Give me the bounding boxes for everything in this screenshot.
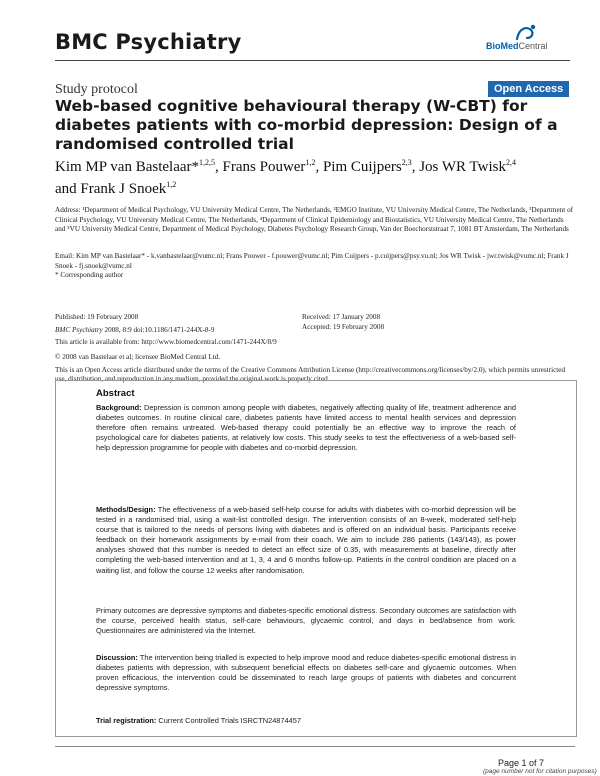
published-date: Published: 19 February 2008 (55, 313, 139, 321)
publisher-rest: Central (518, 41, 548, 51)
author-emails: Email: Kim MP van Bastelaar* - k.vanbastelaar@vumc.nl; Frans Pouwer - f.pouwer@vumc.nl; Pim Cuijpers - p.cuijpers@psy.vu.nl; Jos WR Twisk - jwr.twisk@vumc.nl; Frank J Snoek - fj.snoek@vumc.nl (55, 252, 569, 270)
abstract-discussion (96, 653, 516, 693)
corresponding-author-note: * Corresponding author (55, 271, 124, 279)
citation-journal: BMC Psychiatry (55, 325, 103, 334)
section-text: Depression is common among people with diabetes, negatively affecting quality of life, treatment adherence and diabetes outcomes. In routine clinical care, diabetes patients have limited access to mental health services and depression therefore often remains untreated. Web-based therapy could potentially be an effective way to improve the reach of psychological care for diabetes patients, at relatively low costs. This study seeks to test the effectiveness of a web-based self-help depression programme for people with diabetes and co-morbid depression. (96, 403, 516, 453)
author-name: Pim Cuijpers (322, 159, 402, 175)
author-name: Kim MP van Bastelaar* (55, 159, 200, 175)
section-text: Current Controlled Trials ISRCTN24874457 (156, 716, 301, 725)
author-affiliation: 2,4 (505, 158, 516, 167)
online-url[interactable]: This article is available from: http://www.biomedcentral.com/1471-244X/8/9 (55, 338, 277, 347)
dates-block (302, 313, 384, 332)
accepted-date: Accepted: 19 February 2008 (302, 322, 385, 331)
citation-details: 2008, 8:9 doi:10.1186/1471-244X-8-9 (102, 325, 215, 334)
affiliations: Address: ¹Department of Medical Psychology, VU University Medical Centre, The Netherlands, ²EMGO Institute, VU University Medical Centre, The Netherlands, ³Department of Clinical Psychology, VU University Medical Centre, The Netherlands, ⁴Department of Clinical Epidemiology and Biostatistics, VU University Medical Centre, The Netherlands and ⁵VU University Medical Centre, Department of Medical Psychology, Diabetes Psychology Research Group, Van der Boechorststraat 7, 1081 BT Amsterdam, The Netherlands (55, 206, 574, 234)
copyright-line: © 2008 van Bastelaar et al; licensee BioMed Central Ltd. (55, 353, 221, 361)
abstract-methods (96, 505, 516, 576)
license-text: This is an Open Access article distributed under the terms of the Creative Commons Attribution License (http://creativecommons.org/licenses/by/2.0), which permits unrestricted use, distribution, and reproduction in any medium, provided the original work is properly cited. (55, 365, 566, 384)
section-label: Methods/Design: (96, 505, 156, 514)
open-access-badge: Open Access (488, 81, 569, 97)
author-affiliation: 1,2 (166, 180, 177, 189)
journal-title: BMC Psychiatry (55, 30, 242, 54)
abstract-trial-registration (96, 716, 516, 726)
section-text: The intervention being trialled is expected to help improve mood and reduce diabetes-specific emotional distress in diabetes patients with depression, with subsequent beneficial effects on diabetes self-care and glycaemic outcomes. When proven efficacious, the intervention could be disseminated to reach large groups of patients with diabetes and concurrent depressive symptoms. (96, 653, 516, 693)
author-affiliation: 2,3 (401, 158, 412, 167)
author-list: Kim MP van Bastelaar*$^{1,2,5}$, Frans Pouwer$^{1,2}$, Pim Cuijpers$^{2,3}$, Jos WR Twisk$^{2,4}$ and Frank J Snoek$^{1,2}$ (55, 158, 516, 197)
footer-divider (55, 746, 575, 747)
section-label: Background: (96, 403, 142, 412)
biomed-swirl-icon (514, 24, 538, 42)
section-text: The effectiveness of a web-based self-help course for adults with diabetes with co-morbid depression will be tested in a randomised trial, using a wait-list controlled design. The intervention consists of an 8-week, moderated self-help course that is tailored to the needs of persons living with diabetes and is offered on an individual basis. Participants receive feedback on their homework assignments by e-mail from their coach. We aim to include 286 patients (143/143), as power analyses showed that this number is needed to detect an effect size of 0.35, with measurements at baseline, directly after completing the web-based intervention and at 1, 3, 4 and 6 months follow-up. Patients in the control condition are placed on a waiting list, and follow the course 12 weeks after randomisation. (96, 505, 516, 575)
author-name: Frans Pouwer (222, 159, 306, 175)
section-label: Trial registration: (96, 716, 157, 725)
biomed-central-logo (486, 24, 572, 54)
page-number-note: (page number not for citation purposes) (483, 768, 597, 775)
author-affiliation: 1,2,5 (199, 158, 216, 167)
author-name: Frank J Snoek (80, 181, 167, 197)
author-name: Jos WR Twisk (419, 159, 506, 175)
header-divider (55, 60, 570, 61)
abstract-background (96, 403, 516, 453)
article-title: Web-based cognitive behavioural therapy (W-CBT) for diabetes patients with co-morbid depression: Design of a randomised controlled trial (55, 97, 558, 153)
page-number: Page 1 of 7 (498, 758, 545, 768)
article-type: Study protocol (55, 82, 138, 97)
received-date: Received: 17 January 2008 (302, 313, 381, 321)
abstract-heading: Abstract (96, 388, 135, 399)
author-affiliation: 1,2 (305, 158, 316, 167)
section-label: Discussion: (96, 653, 138, 662)
section-text: Primary outcomes are depressive symptoms and diabetes-specific emotional distress. Secondary outcomes are satisfaction with the course, perceived health status, self-care behaviours, glycaemic control, and days in bed/absence from work. Questionnaires are administered via the Internet. (96, 606, 516, 636)
publisher-bold: BioMed (486, 41, 519, 51)
abstract-outcomes (96, 606, 516, 636)
